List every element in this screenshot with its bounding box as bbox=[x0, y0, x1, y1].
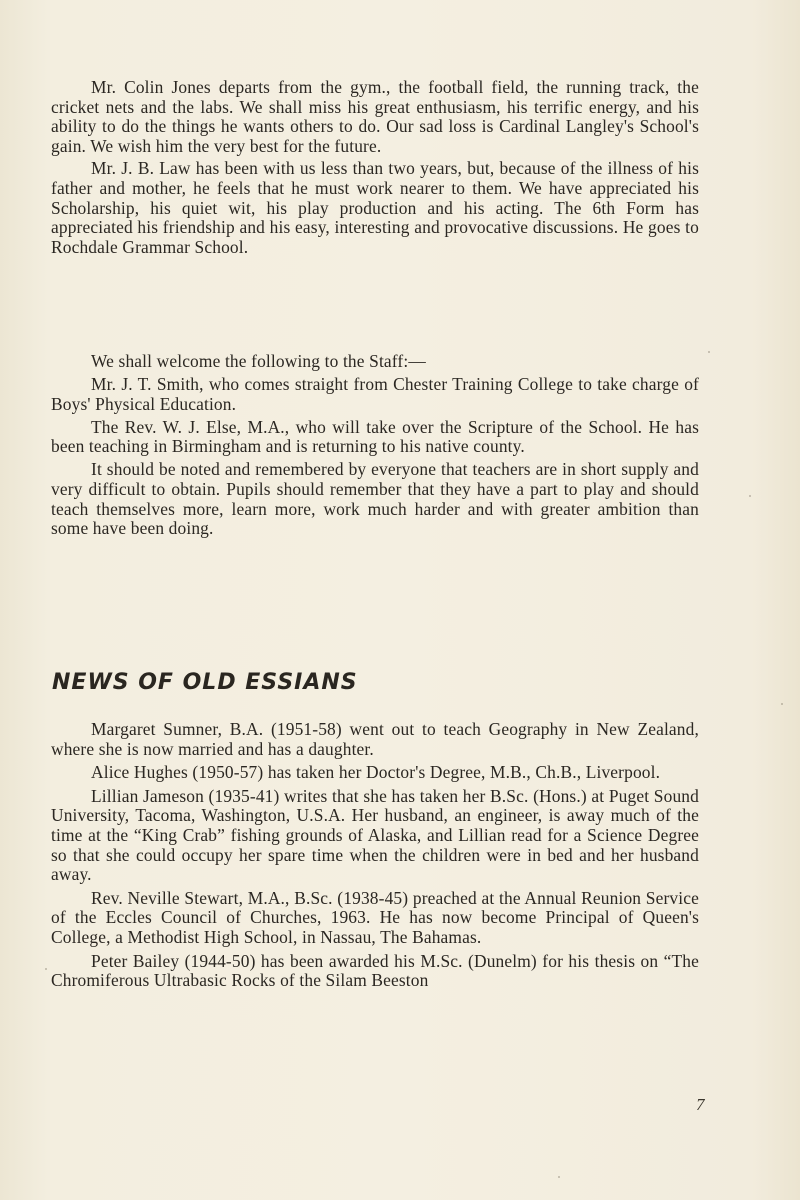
paragraph-jb-law: Mr. J. B. Law has been with us less than two years, but, because of the illness of his father and mother, he feels that he must work nearer to them. We have appreciated his Scholarship, his quiet wit, his play production and his acting. The 6th Form has appreciated his friendship and his easy, interesting and provocative discussions. He goes to Rochdale Grammar School. bbox=[51, 158, 699, 257]
paragraph-jt-smith: Mr. J. T. Smith, who comes straight from Chester Training College to take charge of Boys' Physical Education. bbox=[51, 374, 699, 414]
news-heading: NEWS OF OLD ESSIANS bbox=[52, 670, 358, 695]
staff-welcome-section bbox=[51, 352, 699, 542]
paper-speck bbox=[45, 968, 47, 970]
paper-speck bbox=[558, 1176, 560, 1178]
paragraph-teacher-shortage: It should be noted and remembered by everyone that teachers are in short supply and very difficult to obtain. Pupils should remember that they have a part to play and should teach themselves more, learn more, work much harder and with greater ambition than some have been doing. bbox=[51, 459, 699, 539]
news-item-margaret-sumner: Margaret Sumner, B.A. (1951-58) went out to teach Geography in New Zealand, where she is now married and has a daughter. bbox=[51, 719, 699, 759]
paragraph-wj-else: The Rev. W. J. Else, M.A., who will take over the Scripture of the School. He has been teaching in Birmingham and is returning to his native county. bbox=[51, 416, 699, 457]
paper-speck bbox=[708, 351, 710, 353]
paper-speck bbox=[781, 703, 783, 705]
page-number: 7 bbox=[696, 1095, 705, 1114]
paragraph-welcome-intro: We shall welcome the following to the Staff:— bbox=[91, 351, 426, 371]
news-item-peter-bailey: Peter Bailey (1944-50) has been awarded his M.Sc. (Dunelm) for his thesis on “The Chromiferous Ultrabasic Rocks of the Silam Beeston bbox=[51, 950, 699, 991]
news-of-old-essians-section bbox=[51, 720, 699, 995]
news-item-alice-hughes: Alice Hughes (1950-57) has taken her Doctor's Degree, M.B., Ch.B., Liverpool. bbox=[91, 762, 661, 783]
paper-speck bbox=[749, 495, 751, 497]
paragraph-colin-jones: Mr. Colin Jones departs from the gym., the football field, the running track, the cricket nets and the labs. We shall miss his great enthusiasm, his terrific energy, and his ability to do the things he wants others to do. Our sad loss is Cardinal Langley's School's gain. We wish him the very best for the future. bbox=[51, 77, 699, 156]
news-item-neville-stewart: Rev. Neville Stewart, M.A., B.Sc. (1938-45) preached at the Annual Reunion Service of the Eccles Council of Churches, 1963. He has now become Principal of Queen's College, a Methodist High School, in Nassau, The Bahamas. bbox=[51, 887, 699, 947]
news-item-lillian-jameson: Lillian Jameson (1935-41) writes that she has taken her B.Sc. (Hons.) at Puget Sound University, Tacoma, Washington, U.S.A. Her husband, an engineer, is away much of the time at the “King Crab” fishing grounds of Alaska, and Lillian read for a Science Degree so that she could occupy her spare time when the children were in bed and her husband away. bbox=[51, 785, 699, 885]
staff-departures-section bbox=[51, 78, 699, 257]
